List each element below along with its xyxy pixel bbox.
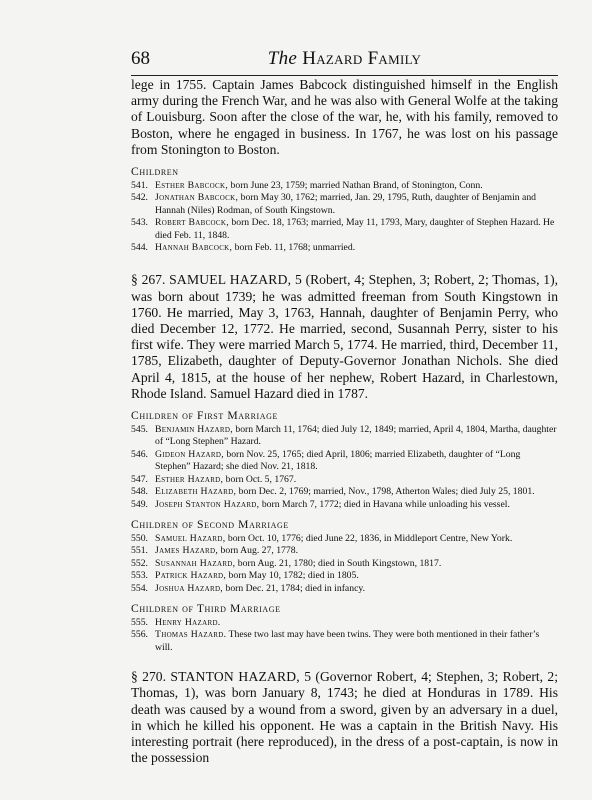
list-item (131, 558, 558, 570)
entry-number: 553. (131, 570, 148, 582)
list-item (131, 583, 558, 595)
entry-number: 546. (131, 448, 148, 460)
children-third-marriage-heading: Children of Third Marriage (131, 601, 281, 615)
entry-text: born Dec. 18, 1763; married, May 11, 1793, Mary, daughter of Stephen Hazard. He died Feb. 11, 1848. (155, 217, 555, 241)
entry-text: born Aug. 27, 1778. (218, 545, 298, 557)
list-item (131, 617, 558, 629)
entry-text: born March 7, 1772; died in Havana while unloading his vessel. (259, 498, 510, 510)
running-title (131, 48, 558, 70)
children-first-marriage-heading: Children of First Marriage (131, 409, 279, 423)
paragraph-section-270 (131, 669, 558, 766)
entry-name: Benjamin Hazard, (155, 424, 233, 436)
entry-text: born Dec. 2, 1769; married, Nov., 1798, Atherton Wales; died July 25, 1801. (236, 486, 535, 498)
entry-number: 543. (131, 217, 148, 229)
list-item (131, 424, 558, 449)
page-body (131, 77, 558, 766)
list-item (131, 499, 558, 511)
entry-name: Esther Babcock, (155, 180, 229, 192)
entry-name: Patrick Hazard, (155, 570, 227, 582)
children-list-third-marriage (131, 617, 558, 654)
entry-name: Joshua Hazard, (155, 582, 224, 594)
entry-text: born Aug. 21, 1780; died in South Kingstown, 1817. (235, 557, 442, 569)
children-second-marriage-heading: Children of Second Marriage (131, 517, 289, 531)
entry-number: 552. (131, 557, 148, 569)
entry-number: 547. (131, 473, 148, 485)
children-list-second-marriage (131, 533, 558, 595)
entry-number: 549. (131, 498, 148, 510)
entry-number: 542. (131, 192, 148, 204)
entry-number: 548. (131, 486, 148, 498)
list-item (131, 533, 558, 545)
entry-name: Elizabeth Hazard, (155, 486, 237, 498)
entry-text: born Nov. 25, 1765; died April, 1806; married Elizabeth, daughter of “Long Stephen” Hazard; she died Nov. 21, 1818. (155, 448, 521, 473)
entry-number: 551. (131, 545, 148, 557)
entry-name: Joseph Stanton Hazard, (155, 498, 260, 510)
entry-text: born May 30, 1762; married, Jan. 29, 1795, Ruth, daughter of Benjamin and Hannah (Niles) Rodman, of South Kingstown. (155, 192, 537, 216)
children-list-first-marriage (131, 424, 558, 511)
list-item (131, 449, 558, 474)
list-item (131, 474, 558, 486)
list-item (131, 545, 558, 557)
entry-name: Jonathan Babcock, (155, 192, 239, 204)
entry-text: These two last may have been twins. They were both mentioned in their father’s will. (155, 629, 540, 653)
running-title-text: Hazard Family (302, 48, 422, 69)
list-item (131, 192, 558, 217)
entry-name: Gideon Hazard, (155, 448, 224, 460)
header-rule (131, 75, 558, 76)
section-subject-name: STANTON HAZARD, (170, 669, 300, 685)
section-subject-name: SAMUEL HAZARD, (169, 272, 292, 288)
entry-number: 541. (131, 180, 148, 192)
page-number: 68 (131, 48, 150, 69)
section-mark: § 270. (131, 669, 166, 685)
list-item (131, 217, 558, 242)
running-title-italic: The (267, 48, 298, 69)
entry-text: born May 10, 1782; died in 1805. (226, 570, 359, 582)
children-list-babcock (131, 180, 558, 254)
list-item (131, 180, 558, 192)
entry-number: 550. (131, 532, 148, 544)
entry-number: 556. (131, 629, 148, 641)
entry-name: Esther Hazard, (155, 473, 224, 485)
entry-text: born June 23, 1759; married Nathan Brand, of Stonington, Conn. (228, 180, 483, 192)
entry-name: Thomas Hazard. (155, 629, 227, 641)
entry-text: born Oct. 10, 1776; died June 22, 1836, in Middleport Centre, New York. (225, 532, 513, 544)
entry-text: born Feb. 11, 1768; unmarried. (232, 242, 356, 254)
entry-name: Samuel Hazard, (155, 532, 226, 544)
entry-name: James Hazard, (155, 545, 219, 557)
list-item (131, 242, 558, 254)
entry-number: 554. (131, 582, 148, 594)
page-header (131, 44, 558, 76)
entry-name: Susannah Hazard, (155, 557, 236, 569)
list-item (131, 570, 558, 582)
paragraph-section-267 (131, 272, 558, 402)
children-heading: Children (131, 165, 179, 179)
entry-number: 544. (131, 242, 148, 254)
entry-name: Hannah Babcock, (155, 242, 233, 254)
list-item (131, 486, 558, 498)
entry-name: Henry Hazard. (155, 616, 221, 628)
entry-text: born Dec. 21, 1784; died in infancy. (223, 582, 366, 594)
entry-number: 545. (131, 424, 148, 436)
entry-number: 555. (131, 616, 148, 628)
section-mark: § 267. (131, 272, 166, 288)
section-text: 5 (Governor Robert, 4; Stephen, 3; Robert, 2; Thomas, 1), was born January 8, 1743; he died at Honduras in 1789. His death was caused by a wound from a sword, given by an adversary in a duel, in which he killed his opponent. He was a captain in the British Navy. His interesting portrait (here reproduced), in the dress of a post-captain, is now in the possession (131, 669, 559, 766)
list-item (131, 629, 558, 654)
entry-text: born Oct. 5, 1767. (223, 473, 297, 485)
entry-text: born March 11, 1764; died July 12, 1849; married, April 4, 1804, Martha, daughter of “Long Stephen” Hazard. (155, 424, 557, 448)
paragraph-babcock: lege in 1755. Captain James Babcock distinguished himself in the English army during the French War, and he was also with General Wolfe at the taking of Louisburg. Soon after the close of the war, he, with his family, removed to Boston, where he engaged in business. In 1767, he was lost on his passage from Stonington to Boston. (131, 77, 558, 157)
entry-name: Robert Babcock, (155, 217, 229, 229)
section-text: 5 (Robert, 4; Stephen, 3; Robert, 2; Thomas, 1), was born about 1739; he was admitted freeman from South Kingstown in 1760. He married, May 3, 1763, Hannah, daughter of Benjamin Perry, who died December 12, 1772. He married, second, Susannah Perry, sister to his first wife. They were married March 5, 1774. He married, third, December 11, 1785, Elizabeth, daughter of Deputy-Governor Jonathan Nichols. She died April 4, 1815, at the house of her nephew, Robert Hazard, in Charlestown, Rhode Island. Samuel Hazard died in 1787. (131, 272, 558, 401)
